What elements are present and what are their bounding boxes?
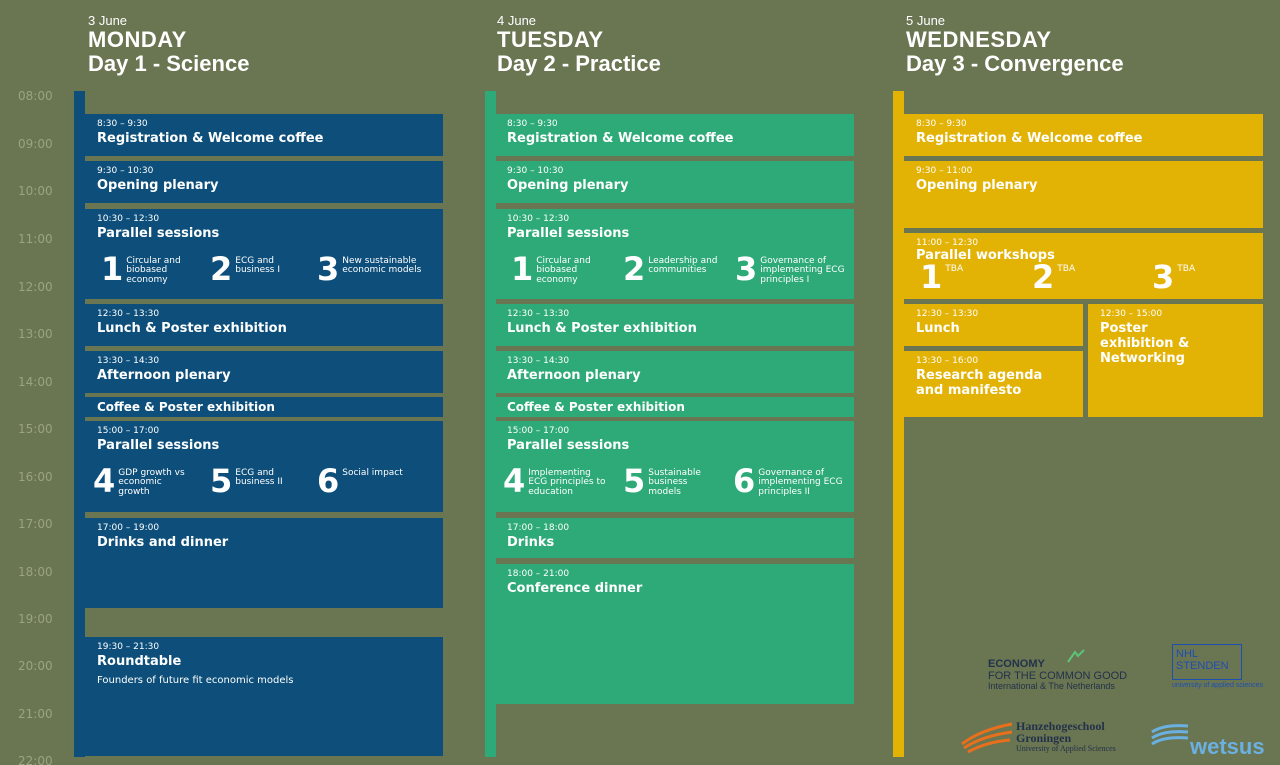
track-label: TBA xyxy=(1177,264,1196,274)
logo-text: University of Applied Sciences xyxy=(1016,744,1116,753)
session-title: Lunch xyxy=(916,321,960,336)
session-time: 8:30 – 9:30 xyxy=(507,119,558,129)
session-title: Lunch & Poster exhibition xyxy=(507,321,697,336)
session-block[interactable] xyxy=(85,114,443,156)
track-number: 2 xyxy=(623,250,646,288)
session-time: 17:00 – 18:00 xyxy=(507,523,570,533)
day-date: 3 June xyxy=(88,13,128,28)
track-label: Implementing ECG principles to education xyxy=(528,468,606,497)
track-number: 6 xyxy=(733,462,756,500)
session-title: Parallel sessions xyxy=(507,226,630,241)
session-block[interactable] xyxy=(495,421,854,512)
session-block[interactable] xyxy=(85,421,443,512)
track-number: 1 xyxy=(920,258,943,296)
session-time: 8:30 – 9:30 xyxy=(916,119,967,129)
session-block[interactable] xyxy=(495,564,854,704)
session-title: Registration & Welcome coffee xyxy=(507,131,734,146)
session-time: 10:30 – 12:30 xyxy=(97,214,160,224)
session-block[interactable] xyxy=(495,161,854,203)
track-label: Governance of implementing ECG principles II xyxy=(758,468,843,497)
parallel-track[interactable] xyxy=(101,250,201,288)
session-subtitle: Founders of future fit economic models xyxy=(97,675,294,686)
logo-box xyxy=(1172,644,1242,680)
session-block[interactable] xyxy=(85,161,443,203)
session-block[interactable] xyxy=(85,397,443,417)
track-number: 5 xyxy=(623,462,646,500)
session-time: 13:30 – 14:30 xyxy=(97,356,160,366)
session-title: Coffee & Poster exhibition xyxy=(507,400,685,414)
track-label: Governance of implementing ECG principles I xyxy=(760,256,845,285)
session-block[interactable] xyxy=(904,114,1263,156)
day-rail-monday xyxy=(74,91,85,757)
track-label: Sustainable business models xyxy=(648,468,701,497)
session-title: Coffee & Poster exhibition xyxy=(97,400,275,414)
parallel-track[interactable] xyxy=(920,258,1000,296)
day-name: TUESDAY xyxy=(497,27,604,52)
session-time: 9:30 – 10:30 xyxy=(97,166,154,176)
session-block[interactable] xyxy=(495,351,854,393)
session-block[interactable] xyxy=(85,304,443,346)
track-label: Social impact xyxy=(342,468,403,478)
track-number: 1 xyxy=(511,250,534,288)
session-title: Afternoon plenary xyxy=(97,368,231,383)
session-title: Conference dinner xyxy=(507,581,643,596)
session-time: 8:30 – 9:30 xyxy=(97,119,148,129)
session-title: Registration & Welcome coffee xyxy=(97,131,324,146)
day-theme: Day 2 - Practice xyxy=(497,51,661,76)
hanze-logo xyxy=(1016,720,1116,753)
time-label: 18:00 xyxy=(18,565,53,579)
session-title: Opening plenary xyxy=(916,178,1038,193)
session-block[interactable] xyxy=(85,637,443,756)
track-number: 2 xyxy=(210,250,233,288)
track-label: New sustainable economic models xyxy=(342,256,422,276)
day-name: MONDAY xyxy=(88,27,187,52)
time-label: 21:00 xyxy=(18,707,53,721)
parallel-track[interactable] xyxy=(210,462,310,500)
logo-text: STENDEN xyxy=(1176,660,1229,673)
session-title: Research agenda and manifesto xyxy=(916,368,1043,398)
session-time: 12:30 – 15:00 xyxy=(1100,309,1163,319)
session-title: Drinks xyxy=(507,535,555,550)
day-theme: Day 1 - Science xyxy=(88,51,250,76)
session-block[interactable] xyxy=(495,518,854,558)
time-label: 13:00 xyxy=(18,327,53,341)
logo-text: university of applied sciences xyxy=(1172,682,1264,689)
session-block[interactable] xyxy=(85,518,443,608)
logo-text: ECONOMY xyxy=(988,658,1045,670)
parallel-track[interactable] xyxy=(511,250,611,288)
session-time: 12:30 – 13:30 xyxy=(916,309,979,319)
session-title: Opening plenary xyxy=(507,178,629,193)
logo-text: International & The Netherlands xyxy=(988,681,1115,692)
track-label: ECG and business I xyxy=(235,256,281,276)
parallel-track[interactable] xyxy=(317,462,437,500)
parallel-track[interactable] xyxy=(735,250,851,288)
track-label: ECG and business II xyxy=(235,468,283,488)
time-label: 10:00 xyxy=(18,184,53,198)
session-block[interactable] xyxy=(904,233,1263,299)
track-number: 4 xyxy=(503,462,526,500)
time-label: 08:00 xyxy=(18,89,53,103)
time-label: 11:00 xyxy=(18,232,53,246)
track-number: 3 xyxy=(1152,258,1175,296)
time-label: 16:00 xyxy=(18,470,53,484)
session-time: 13:30 – 16:00 xyxy=(916,356,979,366)
wave-icon xyxy=(1150,722,1190,748)
session-title: Drinks and dinner xyxy=(97,535,229,550)
session-block[interactable] xyxy=(495,209,854,299)
day-header-monday xyxy=(88,14,249,75)
session-title: Parallel sessions xyxy=(97,226,220,241)
track-label: GDP growth vs economic growth xyxy=(118,468,185,497)
time-label: 15:00 xyxy=(18,422,53,436)
time-label: 12:00 xyxy=(18,280,53,294)
logo-text: FOR THE COMMON GOOD xyxy=(988,670,1128,683)
session-block[interactable] xyxy=(85,209,443,299)
session-title: Opening plenary xyxy=(97,178,219,193)
track-number: 3 xyxy=(317,250,340,288)
session-time: 12:30 – 13:30 xyxy=(507,309,570,319)
parallel-track[interactable] xyxy=(1152,258,1232,296)
day-theme: Day 3 - Convergence xyxy=(906,51,1124,76)
session-title: Poster exhibition & Networking xyxy=(1100,321,1190,366)
day-date: 5 June xyxy=(906,13,946,28)
day-header-tuesday xyxy=(497,14,661,75)
parallel-track[interactable] xyxy=(503,462,615,500)
wetsus-logo: wetsus xyxy=(1190,734,1265,759)
track-number: 1 xyxy=(101,250,124,288)
session-title: Parallel sessions xyxy=(507,438,630,453)
parallel-track[interactable] xyxy=(733,462,851,500)
time-label: 20:00 xyxy=(18,659,53,673)
session-block[interactable] xyxy=(904,304,1083,346)
parallel-track[interactable] xyxy=(1032,258,1112,296)
track-number: 6 xyxy=(317,462,340,500)
session-block[interactable] xyxy=(495,397,854,417)
track-label: Circular and biobased economy xyxy=(126,256,181,285)
nhl-stenden-logo xyxy=(1172,644,1263,689)
hanze-wing-icon xyxy=(960,720,1014,754)
leaf-icon xyxy=(1066,648,1086,664)
session-block[interactable] xyxy=(495,114,854,156)
day-date: 4 June xyxy=(497,13,537,28)
track-label: TBA xyxy=(1057,264,1076,274)
session-title: Parallel sessions xyxy=(97,438,220,453)
session-title: Afternoon plenary xyxy=(507,368,641,383)
time-label: 22:00 xyxy=(18,754,53,765)
parallel-track[interactable] xyxy=(93,462,203,500)
session-block[interactable] xyxy=(904,351,1083,417)
track-label: Circular and biobased economy xyxy=(536,256,591,285)
session-time: 12:30 – 13:30 xyxy=(97,309,160,319)
track-number: 4 xyxy=(93,462,116,500)
day-rail-wednesday xyxy=(893,91,904,757)
session-title: Parallel workshops xyxy=(916,248,1055,263)
session-time: 9:30 – 11:00 xyxy=(916,166,973,176)
session-time: 19:30 – 21:30 xyxy=(97,642,160,652)
day-name: WEDNESDAY xyxy=(906,27,1052,52)
logo-text: NHL xyxy=(1176,648,1199,660)
session-time: 9:30 – 10:30 xyxy=(507,166,564,176)
ecg-logo xyxy=(988,658,1127,692)
track-label: Leadership and communities xyxy=(648,256,718,276)
session-block[interactable] xyxy=(1088,304,1263,417)
parallel-track[interactable] xyxy=(210,250,310,288)
session-block[interactable] xyxy=(85,351,443,393)
session-time: 11:00 – 12:30 xyxy=(916,238,979,248)
session-title: Lunch & Poster exhibition xyxy=(97,321,287,336)
track-number: 3 xyxy=(735,250,758,288)
track-number: 5 xyxy=(210,462,233,500)
session-block[interactable] xyxy=(904,161,1263,228)
time-label: 14:00 xyxy=(18,375,53,389)
time-label: 09:00 xyxy=(18,137,53,151)
time-label: 17:00 xyxy=(18,517,53,531)
logo-text: Hanzehogeschool xyxy=(1016,719,1105,733)
parallel-track[interactable] xyxy=(623,462,723,500)
session-title: Registration & Welcome coffee xyxy=(916,131,1143,146)
logo-text: Groningen xyxy=(1016,731,1072,745)
session-time: 15:00 – 17:00 xyxy=(507,426,570,436)
session-time: 17:00 – 19:00 xyxy=(97,523,160,533)
track-number: 2 xyxy=(1032,258,1055,296)
time-label: 19:00 xyxy=(18,612,53,626)
day-header-wednesday xyxy=(906,14,1124,75)
session-time: 18:00 – 21:00 xyxy=(507,569,570,579)
session-time: 10:30 – 12:30 xyxy=(507,214,570,224)
session-time: 15:00 – 17:00 xyxy=(97,426,160,436)
parallel-track[interactable] xyxy=(623,250,727,288)
track-label: TBA xyxy=(945,264,964,274)
session-title: Roundtable xyxy=(97,654,182,669)
session-block[interactable] xyxy=(495,304,854,346)
parallel-track[interactable] xyxy=(317,250,437,288)
session-time: 13:30 – 14:30 xyxy=(507,356,570,366)
